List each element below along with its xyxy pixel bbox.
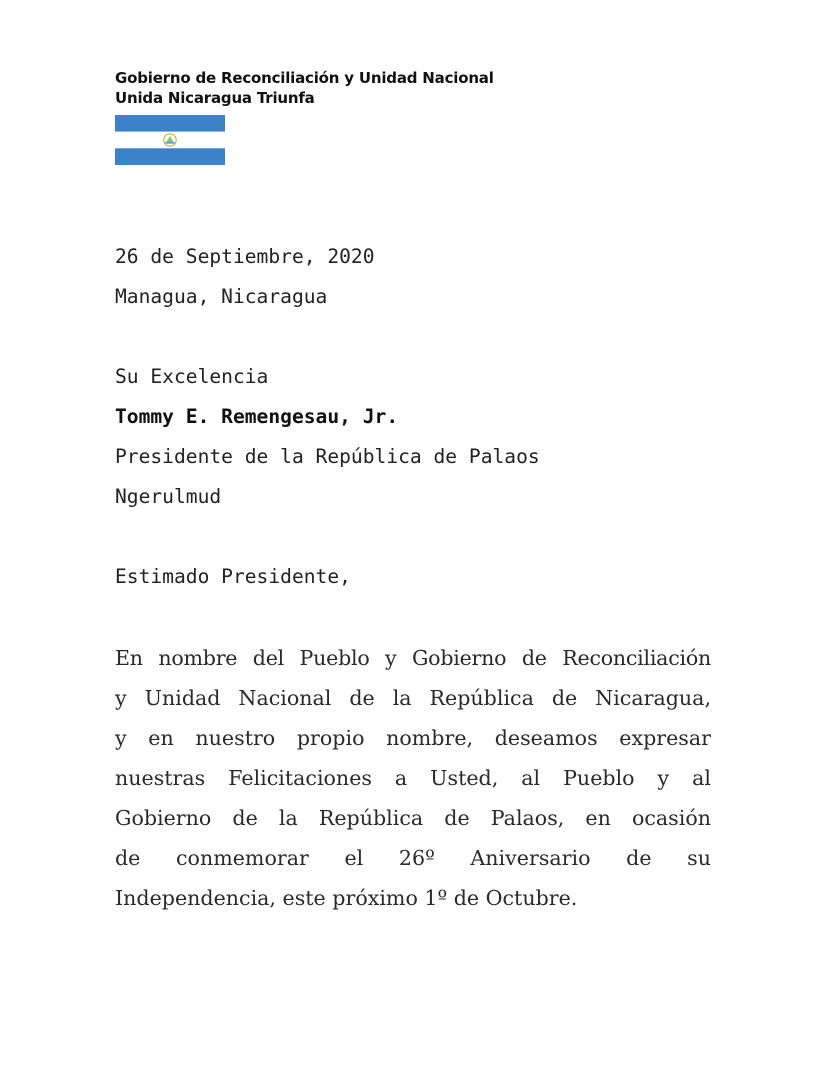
greeting: Estimado Presidente, bbox=[115, 565, 351, 588]
flag-bottom-stripe bbox=[115, 148, 225, 165]
letterhead bbox=[115, 68, 494, 108]
body-line: y Unidad Nacional de la República de Nicaragua, bbox=[115, 686, 711, 710]
recipient-title: Presidente de la República de Palaos bbox=[115, 445, 540, 468]
body-line: En nombre del Pueblo y Gobierno de Reconciliación bbox=[115, 646, 711, 670]
body-line: Independencia, este próximo 1º de Octubre. bbox=[115, 886, 578, 910]
body-line: de conmemorar el 26º Aniversario de su bbox=[115, 846, 711, 870]
nicaragua-flag-icon bbox=[115, 115, 225, 165]
flag-top-stripe bbox=[115, 115, 225, 132]
letter-date: 26 de Septiembre, 2020 bbox=[115, 245, 375, 268]
greeting-block bbox=[115, 557, 351, 597]
body-line: y en nuestro propio nombre, deseamos expresar bbox=[115, 726, 711, 750]
body-line: nuestras Felicitaciones a Usted, al Pueblo y al bbox=[115, 766, 711, 790]
date-place-block bbox=[115, 237, 375, 317]
letterhead-government-name: Gobierno de Reconciliación y Unidad Nacional bbox=[115, 69, 494, 87]
body-line: Gobierno de la República de Palaos, en ocasión bbox=[115, 806, 711, 830]
recipient-name: Tommy E. Remengesau, Jr. bbox=[115, 405, 399, 428]
recipient-address-block bbox=[115, 357, 540, 517]
recipient-salutation: Su Excelencia bbox=[115, 365, 269, 388]
recipient-city: Ngerulmud bbox=[115, 485, 222, 508]
letter-body bbox=[115, 638, 711, 918]
letter-place: Managua, Nicaragua bbox=[115, 285, 328, 308]
letterhead-motto: Unida Nicaragua Triunfa bbox=[115, 89, 315, 107]
